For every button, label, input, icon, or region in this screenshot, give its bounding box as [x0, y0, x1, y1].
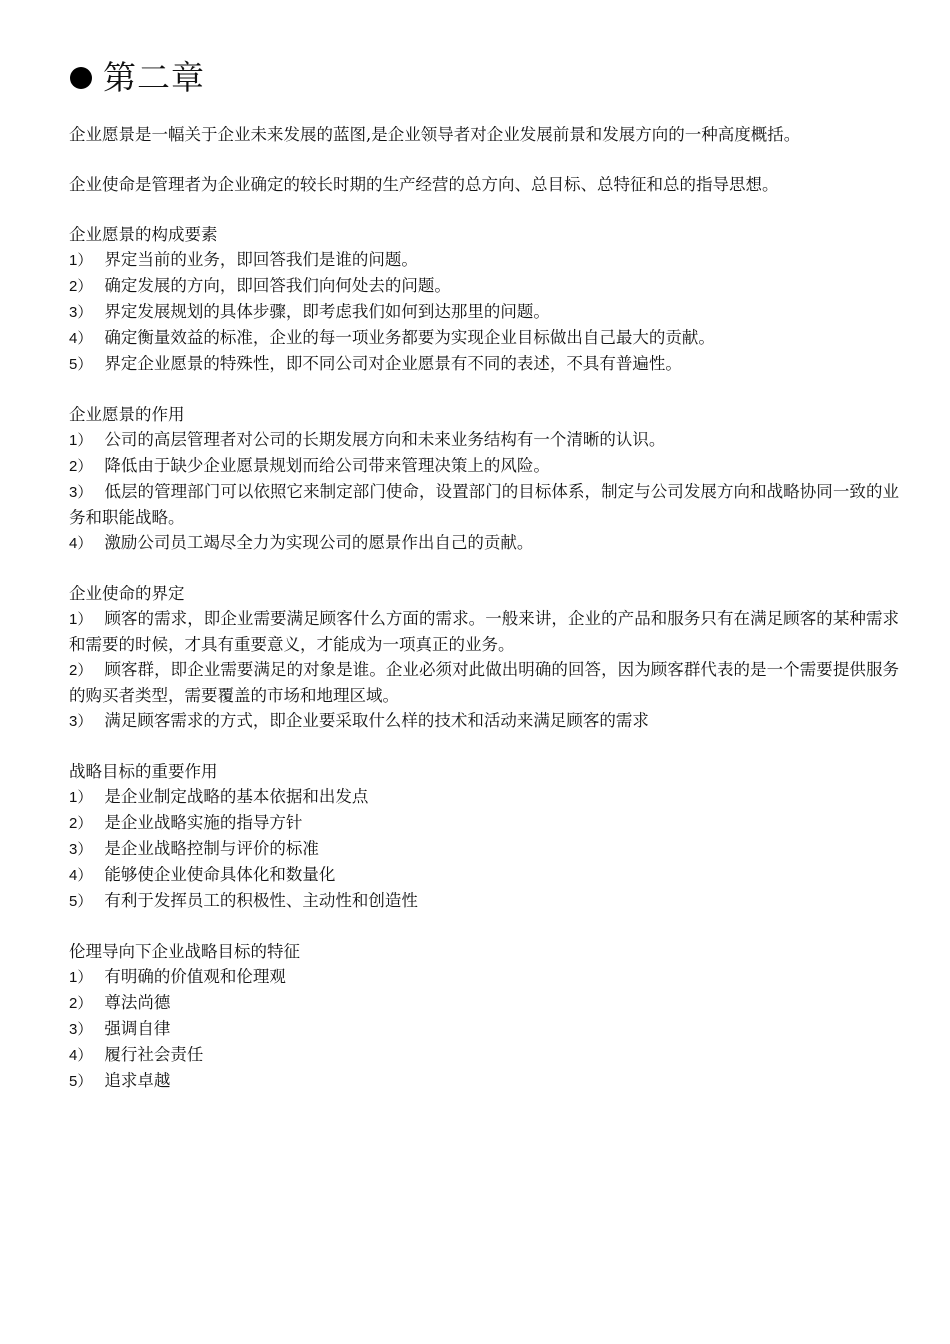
list-item [69, 427, 899, 453]
list-item [69, 1068, 899, 1094]
item-number: 1） [69, 252, 93, 269]
item-text: 是企业战略实施的指导方针 [104, 813, 303, 832]
chapter-heading [69, 56, 899, 100]
section-heading: 企业使命的界定 [69, 584, 185, 603]
item-text: 激励公司员工竭尽全力为实现公司的愿景作出自己的贡献。 [104, 533, 534, 552]
item-text: 确定发展的方向，即回答我们向何处去的问题。 [104, 276, 451, 295]
item-text: 降低由于缺少企业愿景规划而给公司带来管理决策上的风险。 [104, 456, 550, 475]
list-item [69, 964, 899, 990]
section-vision-functions [69, 402, 899, 556]
item-text: 满足顾客需求的方式，即企业要采取什么样的技术和活动来满足顾客的需求 [104, 711, 649, 730]
item-number: 4） [69, 867, 93, 884]
item-text: 界定发展规划的具体步骤，即考虑我们如何到达那里的问题。 [104, 302, 550, 321]
item-number: 1） [69, 611, 93, 628]
item-number: 2） [69, 458, 93, 475]
item-text: 界定当前的业务，即回答我们是谁的问题。 [104, 250, 418, 269]
section-heading: 企业愿景的构成要素 [69, 225, 218, 244]
item-text: 追求卓越 [104, 1071, 171, 1090]
item-number: 2） [69, 815, 93, 832]
section-heading: 伦理导向下企业战略目标的特征 [69, 942, 300, 961]
item-number: 4） [69, 1047, 93, 1064]
item-text: 确定衡量效益的标准，企业的每一项业务都要为实现企业目标做出自己最大的贡献。 [104, 328, 715, 347]
list-item [69, 479, 899, 530]
item-number: 5） [69, 893, 93, 910]
item-text: 强调自律 [104, 1019, 171, 1038]
spacer [69, 734, 899, 759]
item-number: 2） [69, 662, 93, 679]
list-item [69, 810, 899, 836]
item-number: 4） [69, 330, 93, 347]
section-mission-definition [69, 581, 899, 734]
list-item [69, 453, 899, 479]
vision-definition-paragraph: 企业愿景是一幅关于企业未来发展的蓝图,是企业领导者对企业发展前景和发展方向的一种高度概括。 [69, 125, 801, 144]
list-item [69, 299, 899, 325]
item-number: 3） [69, 484, 93, 501]
list-item [69, 784, 899, 810]
section-vision-elements [69, 222, 899, 377]
list-item [69, 247, 899, 273]
item-text: 履行社会责任 [104, 1045, 204, 1064]
item-number: 3） [69, 713, 93, 730]
list-item [69, 708, 899, 734]
bullet-dot-icon [70, 67, 92, 89]
list-item [69, 606, 899, 657]
section-ethical-goal-features [69, 939, 899, 1094]
item-text: 是企业战略控制与评价的标准 [104, 839, 319, 858]
item-text: 有明确的价值观和伦理观 [104, 967, 286, 986]
chapter-title: 第二章 [103, 58, 205, 97]
item-number: 4） [69, 535, 93, 552]
spacer [69, 147, 899, 172]
item-number: 2） [69, 278, 93, 295]
list-item [69, 351, 899, 377]
item-text: 公司的高层管理者对公司的长期发展方向和未来业务结构有一个清晰的认识。 [104, 430, 666, 449]
item-text: 是企业制定战略的基本依据和出发点 [104, 787, 369, 806]
list-item [69, 836, 899, 862]
list-item [69, 1016, 899, 1042]
list-item [69, 862, 899, 888]
item-text: 有利于发挥员工的积极性、主动性和创造性 [104, 891, 418, 910]
item-number: 2） [69, 995, 93, 1012]
item-text: 能够使企业使命具体化和数量化 [104, 865, 336, 884]
list-item [69, 990, 899, 1016]
spacer [69, 197, 899, 222]
item-text: 尊法尚德 [104, 993, 171, 1012]
item-number: 5） [69, 1073, 93, 1090]
list-item [69, 888, 899, 914]
section-strategic-goal-roles [69, 759, 899, 914]
item-number: 1） [69, 969, 93, 986]
item-number: 3） [69, 841, 93, 858]
item-number: 3） [69, 1021, 93, 1038]
list-item [69, 273, 899, 299]
item-number: 1） [69, 432, 93, 449]
mission-definition-paragraph: 企业使命是管理者为企业确定的较长时期的生产经营的总方向、总目标、总特征和总的指导思想。 [69, 175, 779, 194]
item-text: 顾客群，即企业需要满足的对象是谁。企业必须对此做出明确的回答，因为顾客群代表的是一个需要提供服务的购买者类型，需要覆盖的市场和地理区域。 [69, 660, 900, 705]
item-text: 顾客的需求，即企业需要满足顾客什么方面的需求。一般来讲，企业的产品和服务只有在满足顾客的某种需求和需要的时候，才具有重要意义，才能成为一项真正的业务。 [69, 609, 900, 654]
item-text: 界定企业愿景的特殊性，即不同公司对企业愿景有不同的表述，不具有普遍性。 [104, 354, 682, 373]
section-heading: 战略目标的重要作用 [69, 762, 218, 781]
list-item [69, 325, 899, 351]
list-item [69, 657, 899, 708]
spacer [69, 914, 899, 939]
item-number: 5） [69, 356, 93, 373]
item-number: 1） [69, 789, 93, 806]
document-page [69, 56, 899, 1094]
section-heading: 企业愿景的作用 [69, 405, 185, 424]
item-number: 3） [69, 304, 93, 321]
item-text: 低层的管理部门可以依照它来制定部门使命，设置部门的目标体系，制定与公司发展方向和战略协同一致的业务和职能战略。 [69, 482, 900, 527]
spacer [69, 556, 899, 581]
spacer [69, 377, 899, 402]
list-item [69, 1042, 899, 1068]
list-item [69, 530, 899, 556]
